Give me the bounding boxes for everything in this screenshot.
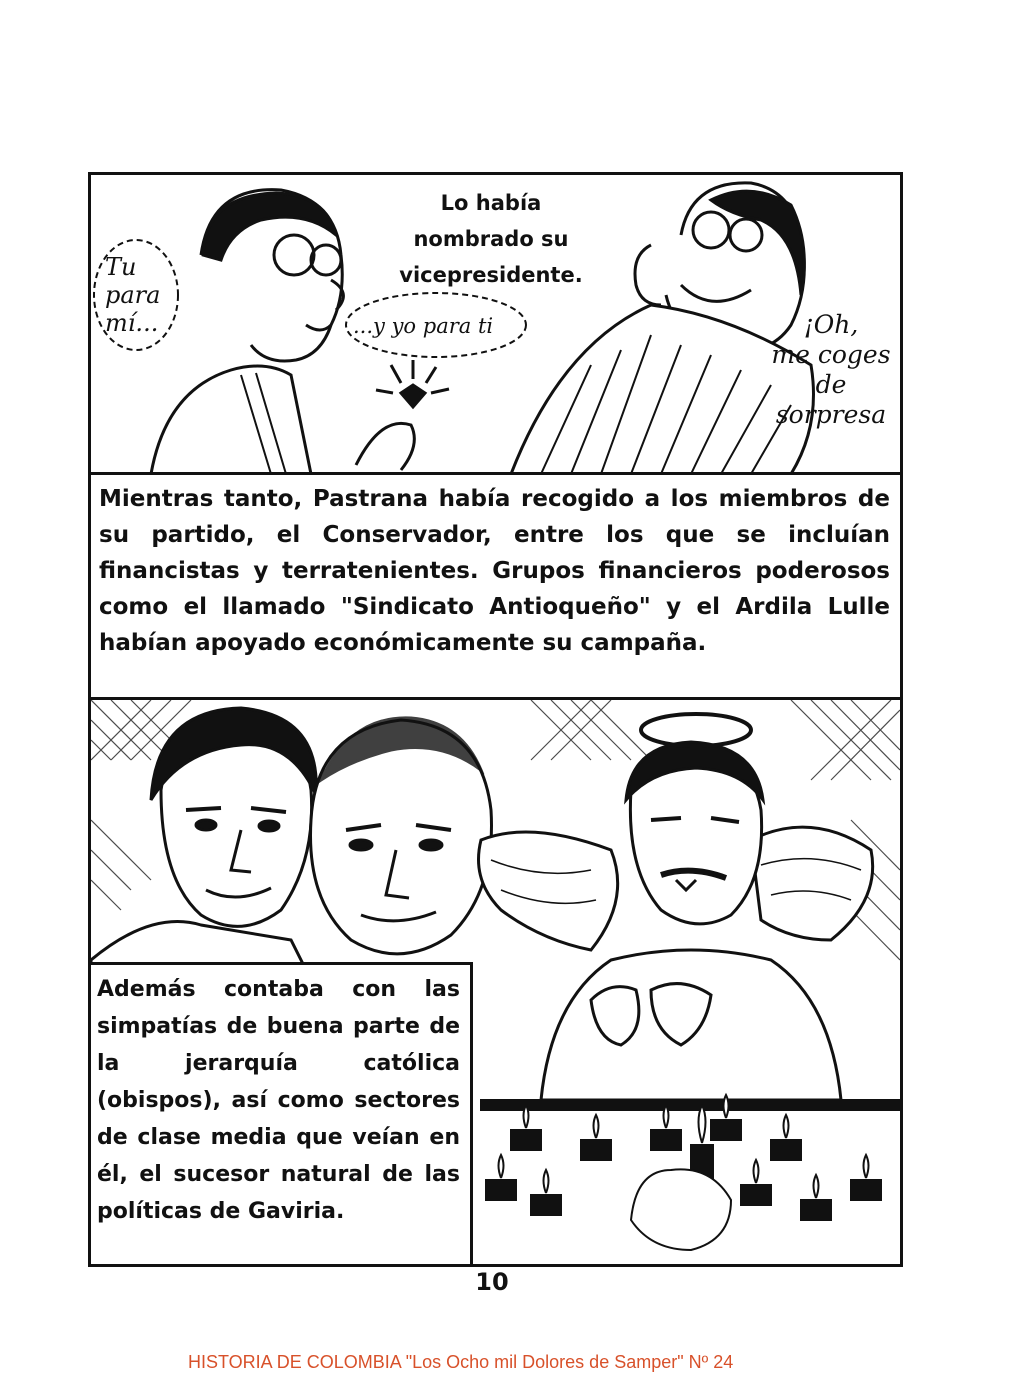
candle-icon (801, 1175, 831, 1220)
candle-icon (851, 1155, 881, 1200)
candle-icon (511, 1105, 541, 1150)
candle-icon (771, 1115, 801, 1160)
right-speech-line: ¡Oh, (803, 310, 859, 339)
candle-icon (741, 1160, 771, 1205)
narration-line: Lo había (440, 191, 542, 215)
man-two-figure (311, 718, 492, 954)
ring-icon (376, 360, 449, 407)
candle-icon (581, 1115, 611, 1160)
left-speech-text (105, 253, 160, 337)
candle-icon (486, 1155, 516, 1200)
caption-box-church (88, 962, 473, 1267)
left-speech-line: Tu (105, 253, 137, 281)
left-speech-line: para (105, 281, 161, 309)
narration-line: nombrado su (413, 227, 569, 251)
hand-holding-candle (631, 1169, 731, 1250)
footer-text: HISTORIA DE COLOMBIA "Los Ocho mil Dolores de Samper" Nº 24 (188, 1352, 734, 1372)
right-speech-line: me coges (771, 340, 891, 369)
angel-figure (479, 742, 873, 1100)
right-speech-line: de (815, 370, 847, 399)
narration-box (391, 185, 591, 293)
candle-icon (531, 1170, 561, 1215)
right-speech-text (761, 310, 901, 430)
caption-text: Mientras tanto, Pastrana había recogido a los miembros de su partido, el Conservador, entre los que se incluían financistas y terratenientes. Grupos financieros poderosos como el llamado "Sindicato Antioqueño" y el Ardila Lulle habían apoyado económicamente su campaña. (99, 486, 890, 656)
candles-row (481, 1095, 900, 1250)
narration-line: vicepresidente. (399, 263, 583, 287)
left-speech-line: mí... (105, 309, 159, 337)
right-speech-line: sorpresa (775, 400, 887, 429)
caption-box-pastrana (88, 472, 903, 702)
candle-icon (651, 1105, 681, 1150)
caption-text: Además contaba con las simpatías de buena parte de la jerarquía católica (obispos), así como sectores de clase media que veían en él, el sucesor natural de las políticas de Gaviria. (97, 977, 460, 1224)
panel-ring-exchange (88, 172, 903, 477)
middle-speech-text: ...y yo para ti (353, 314, 494, 338)
page-number: 10 (475, 1268, 509, 1296)
